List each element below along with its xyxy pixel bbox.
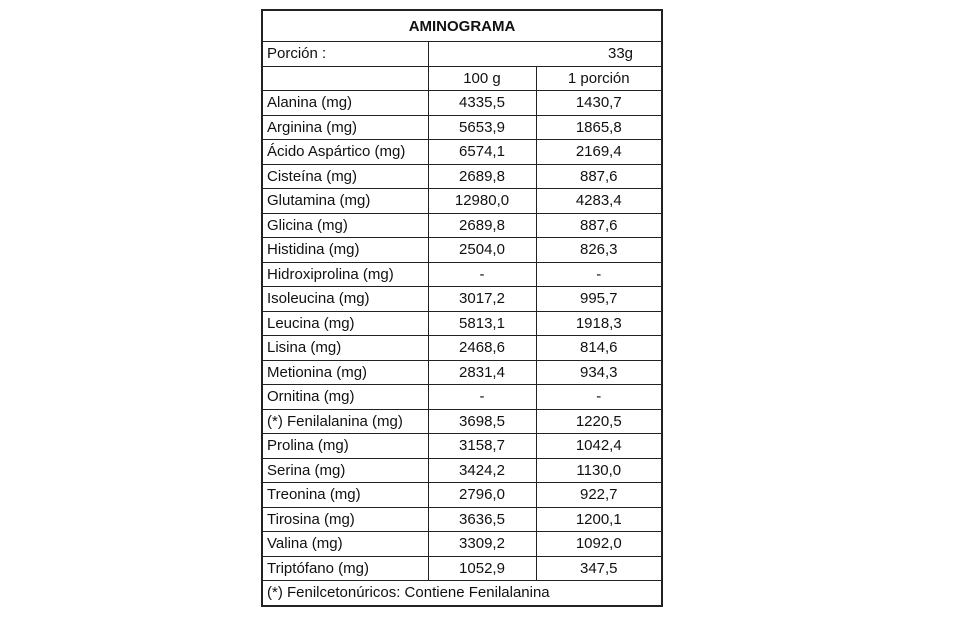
- table-row: [262, 532, 662, 557]
- value-portion: 1865,8: [536, 115, 662, 140]
- amino-acid-name: Arginina (mg): [262, 115, 428, 140]
- value-100g: 2796,0: [428, 483, 536, 508]
- value-100g: 2689,8: [428, 164, 536, 189]
- table-row: [262, 458, 662, 483]
- table-row: [262, 115, 662, 140]
- value-portion: 347,5: [536, 556, 662, 581]
- value-portion: 1130,0: [536, 458, 662, 483]
- table-row: [262, 213, 662, 238]
- amino-acid-name: Ornitina (mg): [262, 385, 428, 410]
- amino-acid-name: Cisteína (mg): [262, 164, 428, 189]
- portion-label: Porción :: [262, 42, 428, 67]
- value-100g: 12980,0: [428, 189, 536, 214]
- header-portion: 1 porción: [536, 66, 662, 91]
- value-100g: 3424,2: [428, 458, 536, 483]
- value-portion: -: [536, 385, 662, 410]
- value-portion: 1092,0: [536, 532, 662, 557]
- table-row: [262, 91, 662, 116]
- value-portion: 1220,5: [536, 409, 662, 434]
- value-100g: 2689,8: [428, 213, 536, 238]
- value-portion: 1200,1: [536, 507, 662, 532]
- value-100g: 6574,1: [428, 140, 536, 165]
- amino-acid-name: Tirosina (mg): [262, 507, 428, 532]
- value-100g: 2831,4: [428, 360, 536, 385]
- amino-acid-name: Glicina (mg): [262, 213, 428, 238]
- table-row: [262, 287, 662, 312]
- table-row: [262, 238, 662, 263]
- value-100g: 3017,2: [428, 287, 536, 312]
- aminogram-table: [261, 9, 663, 607]
- table-row: [262, 262, 662, 287]
- amino-acid-name: Treonina (mg): [262, 483, 428, 508]
- value-portion: 2169,4: [536, 140, 662, 165]
- value-100g: -: [428, 385, 536, 410]
- footnote: (*) Fenilcetonúricos: Contiene Fenilalanina: [262, 581, 662, 606]
- value-100g: 3636,5: [428, 507, 536, 532]
- table-row: [262, 360, 662, 385]
- table-title: AMINOGRAMA: [262, 10, 662, 42]
- amino-acid-name: Lisina (mg): [262, 336, 428, 361]
- column-header-row: [262, 66, 662, 91]
- value-portion: 826,3: [536, 238, 662, 263]
- portion-row: [262, 42, 662, 67]
- header-blank-cell: [262, 66, 428, 91]
- value-portion: 1042,4: [536, 434, 662, 459]
- amino-acid-name: Prolina (mg): [262, 434, 428, 459]
- table-row: [262, 189, 662, 214]
- amino-acid-name: Leucina (mg): [262, 311, 428, 336]
- portion-value: 33g: [428, 42, 662, 67]
- value-portion: 887,6: [536, 213, 662, 238]
- table-row: [262, 385, 662, 410]
- table-row: [262, 336, 662, 361]
- value-100g: 2504,0: [428, 238, 536, 263]
- value-100g: -: [428, 262, 536, 287]
- aminogram-table-container: [261, 9, 661, 607]
- amino-acid-name: (*) Fenilalanina (mg): [262, 409, 428, 434]
- table-row: [262, 409, 662, 434]
- value-portion: 934,3: [536, 360, 662, 385]
- value-100g: 5653,9: [428, 115, 536, 140]
- amino-acid-name: Triptófano (mg): [262, 556, 428, 581]
- table-row: [262, 164, 662, 189]
- amino-acid-name: Glutamina (mg): [262, 189, 428, 214]
- value-100g: 1052,9: [428, 556, 536, 581]
- value-100g: 3158,7: [428, 434, 536, 459]
- header-100g: 100 g: [428, 66, 536, 91]
- value-100g: 4335,5: [428, 91, 536, 116]
- value-portion: 814,6: [536, 336, 662, 361]
- table-row: [262, 434, 662, 459]
- value-100g: 3698,5: [428, 409, 536, 434]
- amino-acid-name: Alanina (mg): [262, 91, 428, 116]
- table-row: [262, 311, 662, 336]
- amino-acid-name: Ácido Aspártico (mg): [262, 140, 428, 165]
- footnote-row: [262, 581, 662, 606]
- amino-acid-name: Serina (mg): [262, 458, 428, 483]
- table-row: [262, 556, 662, 581]
- value-portion: 887,6: [536, 164, 662, 189]
- amino-acid-name: Valina (mg): [262, 532, 428, 557]
- table-row: [262, 140, 662, 165]
- value-100g: 3309,2: [428, 532, 536, 557]
- value-portion: 922,7: [536, 483, 662, 508]
- value-portion: 1430,7: [536, 91, 662, 116]
- value-100g: 2468,6: [428, 336, 536, 361]
- value-portion: -: [536, 262, 662, 287]
- title-row: [262, 10, 662, 42]
- amino-acid-name: Hidroxiprolina (mg): [262, 262, 428, 287]
- value-portion: 4283,4: [536, 189, 662, 214]
- value-portion: 1918,3: [536, 311, 662, 336]
- value-100g: 5813,1: [428, 311, 536, 336]
- amino-acid-name: Metionina (mg): [262, 360, 428, 385]
- table-row: [262, 483, 662, 508]
- value-portion: 995,7: [536, 287, 662, 312]
- table-row: [262, 507, 662, 532]
- amino-acid-name: Histidina (mg): [262, 238, 428, 263]
- amino-acid-name: Isoleucina (mg): [262, 287, 428, 312]
